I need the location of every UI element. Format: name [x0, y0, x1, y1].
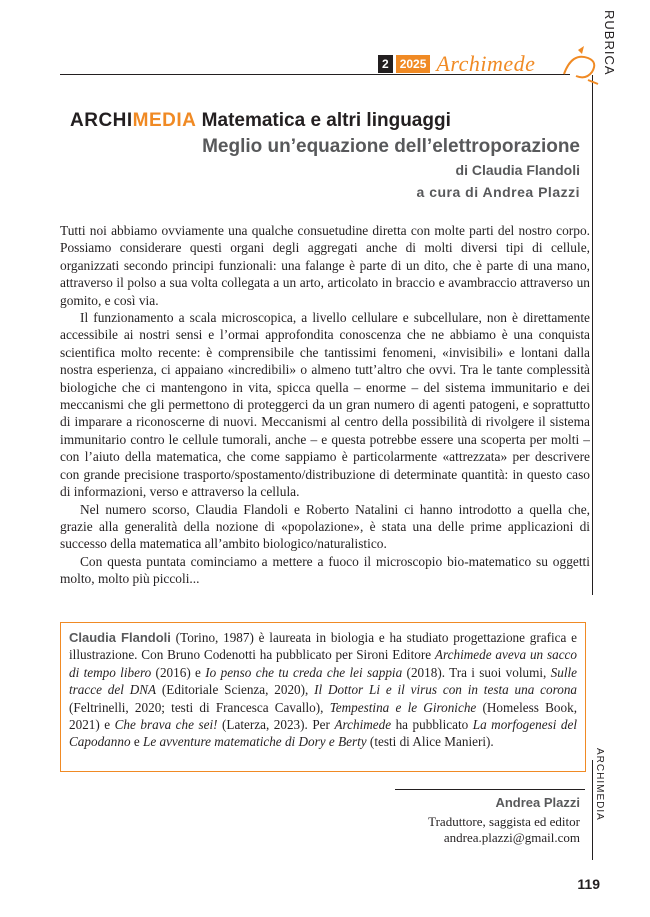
bio-book-title: Che brava che sei! — [114, 717, 218, 733]
bio-text: (Editoriale Scienza, 2020), — [156, 682, 315, 698]
title-prefix: ARCHI — [70, 110, 133, 131]
author-bio-box — [60, 622, 586, 772]
title-rest: Matematica e altri linguaggi — [196, 110, 451, 131]
archimede-logo-icon — [558, 44, 604, 90]
side-rule-bottom — [592, 760, 593, 860]
article-body — [60, 222, 590, 588]
paragraph-1: Tutti noi abbiamo ovviamente una qualche consuetudine diretta con molte parti del nostro corpo. Possiamo considerare questi organi degli aggregati anche di molti diversi tipi di cellule, organizzati secondo principi funzionali: una falange è parte di un dito, che è parte di una mano, attraverso il polso a sua volta collegata a un arto, articolato in braccio e avambraccio attraverso un gomito, e così via. — [60, 223, 590, 308]
author-line: di Claudia Flandoli — [455, 162, 580, 178]
bio-book-title: Sulle tracce del DNA — [69, 664, 578, 698]
bio-text: ha pubblicato — [391, 717, 473, 733]
title-highlight: MEDIA — [132, 110, 197, 131]
signature-name: Andrea Plazzi — [495, 795, 580, 810]
bio-text: (Homeless Book, 2021) e — [69, 699, 577, 733]
issue-number: 2 — [378, 55, 393, 73]
bio-text: (Feltrinelli, 2020; testi di Francesca Cavallo), — [69, 699, 330, 715]
bio-book-title: Il Dottor Li e il virus con in testa una corona — [314, 682, 578, 698]
paragraph-4: Con questa puntata cominciamo a mettere a fuoco il microscopio bio-matematico su oggetti molto, molto più piccoli... — [60, 553, 590, 587]
bio-text: (2018). Tra i suoi volumi, — [402, 664, 551, 680]
bio-text: (testi di Alice Manieri). — [366, 734, 494, 750]
signature-email[interactable]: andrea.plazzi@gmail.com — [443, 830, 580, 845]
bio-name: Claudia Flandoli — [69, 630, 171, 645]
bio-book-title: Io penso che tu creda che lei sappia — [205, 664, 403, 680]
bio-book-title: Tempestina e le Gironiche — [329, 699, 477, 715]
signature-role: Traduttore, saggista ed editor — [428, 814, 580, 829]
bio-magazine-title: Archimede — [334, 717, 392, 733]
bio-article-title: Le avventure matematiche di Dory e Berty — [143, 734, 367, 750]
column-title — [70, 110, 451, 132]
signature-rule — [395, 789, 585, 790]
column-side-label: ARCHIMEDIA — [594, 748, 605, 821]
bio-text: (Laterza, 2023). Per — [217, 717, 335, 733]
bio-book-title: Archimede aveva un sacco di tempo libero — [69, 647, 577, 680]
editor-line: a cura di Andrea Plazzi — [416, 184, 580, 200]
bio-text: (Torino, 1987) è laureata in biologia e ha studiato progettazione grafica e illustrazione. Con Bruno Codenotti ha pubblicato per Sironi Editore — [69, 630, 577, 663]
section-side-label: RUBRICA — [602, 10, 617, 76]
bio-article-title: La morfogenesi del Capodanno — [69, 717, 577, 750]
paragraph-2: Il funzionamento a scala microscopica, a livello cellulare e subcellulare, non è direttamente accessibile ai nostri sensi e l’ormai approfondita conoscenza che ne abbiamo è una conquista scientifica molto recente: è comprensibile che tantissimi fenomeni, «invisibili» e lontani dalla nostra esperienza, ci appaiano «incredibili» o almeno tutt’altro che ovvi. Tra le tante complessità biologiche che ci mantengono in vita, spicca quella – enorme – del sistema immunitario e dei meccanismi che gli permettono di proteggerci da un gran numero di agenti patogeni, e soprattutto di imparare a riconoscerne di nuovi. Meccanismi al centro della possibilità di rivolgere il sistema immunitario contro le cellule tumorali, anche – e questa potrebbe essere una scoperta per molti – con l’aiuto della matematica, che come sappiamo è particolarmente «attrezzata» per descrivere con grande precisione trasporto/spostamento/distribuzione di determinate quantità: in questo caso di informazioni, verso e attraverso la cellula. — [60, 310, 590, 500]
paragraph-3: Nel numero scorso, Claudia Flandoli e Roberto Natalini ci hanno introdotto a quella che, grazie alla generalità della nozione di «popolazione», è stata una delle prime applicazioni di successo della matematica all’ambito biologico/naturalistico. — [60, 501, 590, 552]
side-rule-top — [592, 75, 593, 595]
issue-year: 2025 — [396, 55, 431, 73]
page-number: 119 — [577, 876, 600, 892]
issue-header — [378, 51, 536, 76]
bio-text: (2016) e — [151, 664, 206, 680]
magazine-name: Archimede — [436, 51, 536, 76]
bio-text: e — [130, 734, 143, 750]
article-subtitle: Meglio un’equazione dell’elettroporazione — [202, 136, 580, 157]
